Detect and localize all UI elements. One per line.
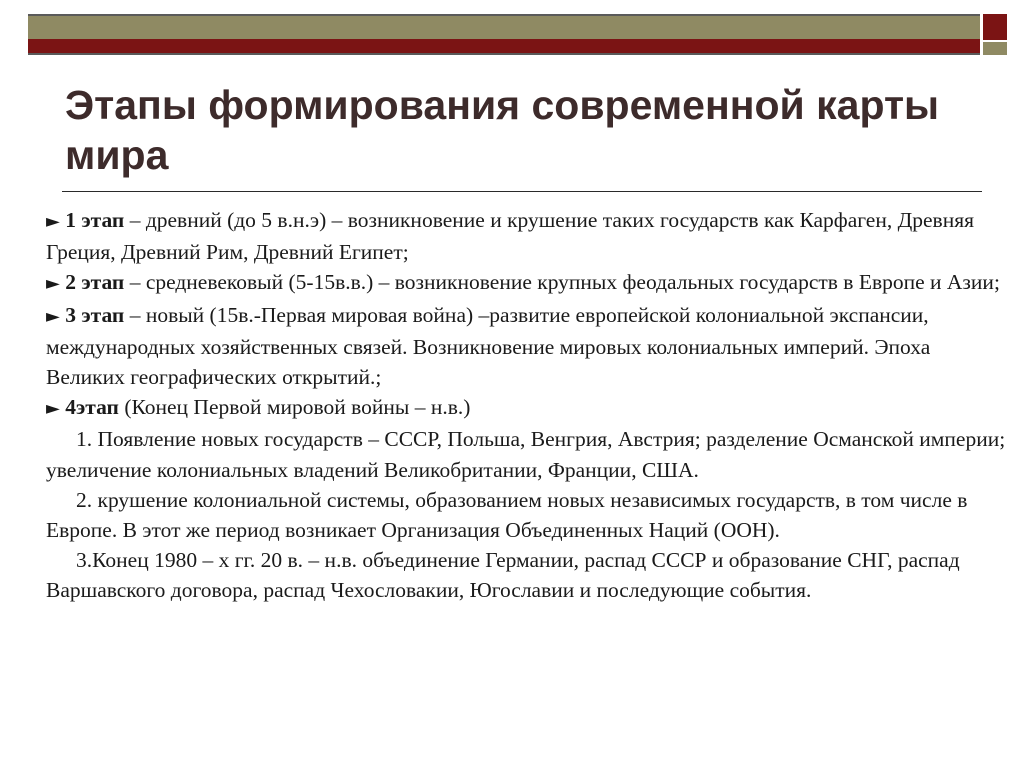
slide-title-line1: Этапы формирования современной карты	[65, 82, 940, 128]
slide-body	[46, 205, 1011, 606]
header-bar-top-border	[28, 14, 980, 16]
arrow-bullet-icon: ►	[46, 305, 60, 327]
corner-square-olive	[983, 42, 1007, 55]
arrow-bullet-icon: ►	[46, 398, 60, 420]
stage-label: 1 этап	[65, 208, 125, 232]
arrow-bullet-icon: ►	[46, 273, 60, 295]
list-item-stage-4	[46, 392, 1011, 424]
stage-description: – новый (15в.-Первая мировая война) –развитие европейской колониальной экспансии, международных хозяйственных связей. Возникновение мировых колониальных империй. Эпоха Великих географических открытий.;	[46, 302, 931, 390]
stage-description: – средневековый (5-15в.в.) – возникновение крупных феодальных государств в Европе и Азии;	[124, 270, 1000, 295]
header-bar-maroon	[28, 39, 980, 53]
list-item-stage-3	[46, 300, 1011, 393]
stage-description: (Конец Первой мировой войны – н.в.)	[118, 395, 471, 420]
arrow-bullet-icon: ►	[46, 211, 60, 232]
stage-label: 2 этап	[65, 270, 125, 295]
sub-item-3: 3.Конец 1980 – х гг. 20 в. – н.в. объединение Германии, распад СССР и образование СНГ, распад Варшавского договора, распад Чехословакии, Югославии и последующие события.	[46, 548, 960, 603]
sub-item-1: 1. Появление новых государств – СССР, Польша, Венгрия, Австрия; разделение Османской империи; увеличение колониальных владений Великобритании, Франции, США.	[46, 427, 1006, 482]
title-divider	[62, 191, 982, 192]
sub-item-2: 2. крушение колониальной системы, образованием новых независимых государств, в том числе в Европе. В этот же период возникает Организация Объединенных Наций (ООН).	[46, 487, 968, 543]
list-item-stage-1	[46, 205, 1011, 267]
slide-title	[65, 80, 985, 180]
slide-title-line2: мира	[65, 132, 169, 178]
header-bar-bottom-border	[28, 53, 980, 55]
stage-label: 3 этап	[65, 302, 125, 327]
header-decoration	[0, 0, 1024, 70]
stage-description: – древний (до 5 в.н.э) – возникновение и крушение таких государств как Карфаген, Древняя Греция, Древний Рим, Древний Египет;	[46, 208, 974, 265]
stage-label: 4этап	[65, 395, 119, 420]
list-item-stage-2	[46, 267, 1011, 299]
header-bar-olive	[28, 16, 980, 39]
corner-square-maroon	[983, 14, 1007, 40]
